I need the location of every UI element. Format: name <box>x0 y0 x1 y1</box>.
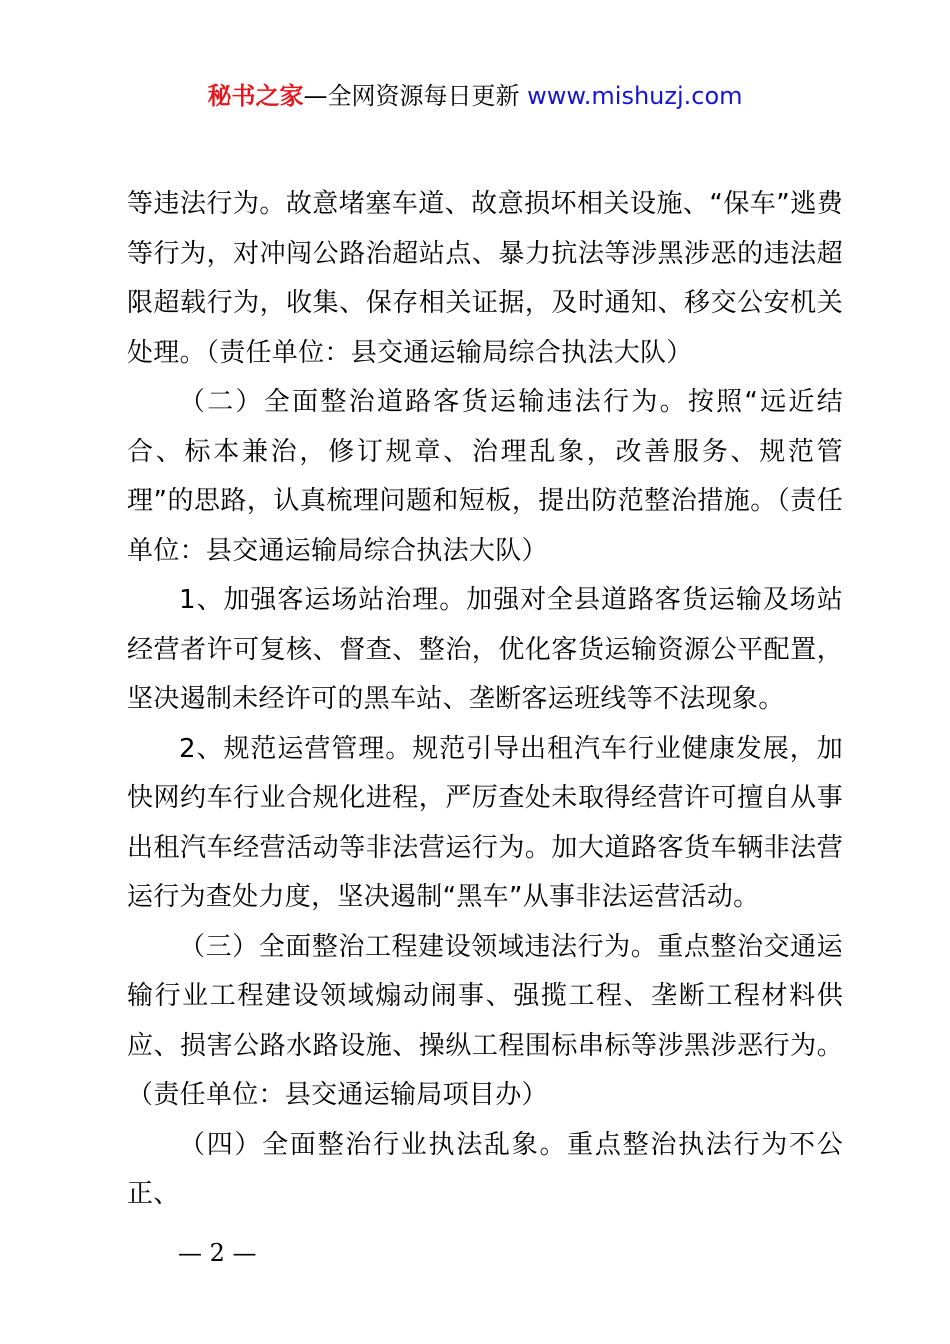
paragraph-item-1: 1、加强客运场站治理。加强对全县道路客货运输及场站经营者许可复核、督查、整治，优化客货运输资源公平配置，坚决遏制未经许可的黑车站、垄断客运班线等不法现象。 <box>127 585 843 714</box>
brand-name: 秘书之家 <box>207 82 304 110</box>
paragraph-item-2: 2、规范运营管理。规范引导出租汽车行业健康发展，加快网约车行业合规化进程，严厉查处未取得经营许可擅自从事出租汽车经营活动等非法营运行为。加大道路客货车辆非法营运行为查处力度，坚决遏制“黑车”从事非法运营活动。 <box>127 733 843 912</box>
site-header <box>0 80 950 112</box>
paragraph-section-2: （二）全面整治道路客货运输违法行为。按照“远近结合、标本兼治，修订规章、治理乱象，改善服务、规范管理”的思路，认真梳理问题和短板，提出防范整治措施。（责任单位：县交通运输局综合执法大队） <box>127 387 843 566</box>
document-body <box>127 180 843 1220</box>
site-url-link[interactable]: www.mishuzj.com <box>527 82 743 110</box>
page-number: — 2 — <box>178 1239 257 1267</box>
paragraph-section-4: （四）全面整治行业执法乱象。重点整治执法行为不公正、 <box>127 1129 843 1209</box>
paragraph-continuation: 等违法行为。故意堵塞车道、故意损坏相关设施、“保车”逃费等行为，对冲闯公路治超站点、暴力抗法等涉黑涉恶的违法超限超载行为，收集、保存相关证据，及时通知、移交公安机关处理。（责任单位：县交通运输局综合执法大队） <box>127 189 843 368</box>
paragraph-section-3: （三）全面整治工程建设领域违法行为。重点整治交通运输行业工程建设领域煽动闹事、强揽工程、垄断工程材料供应、损害公路水路设施、操纵工程围标串标等涉黑涉恶行为。（责任单位：县交通运输局项目办） <box>127 931 843 1110</box>
header-tagline: —全网资源每日更新 <box>303 82 528 110</box>
